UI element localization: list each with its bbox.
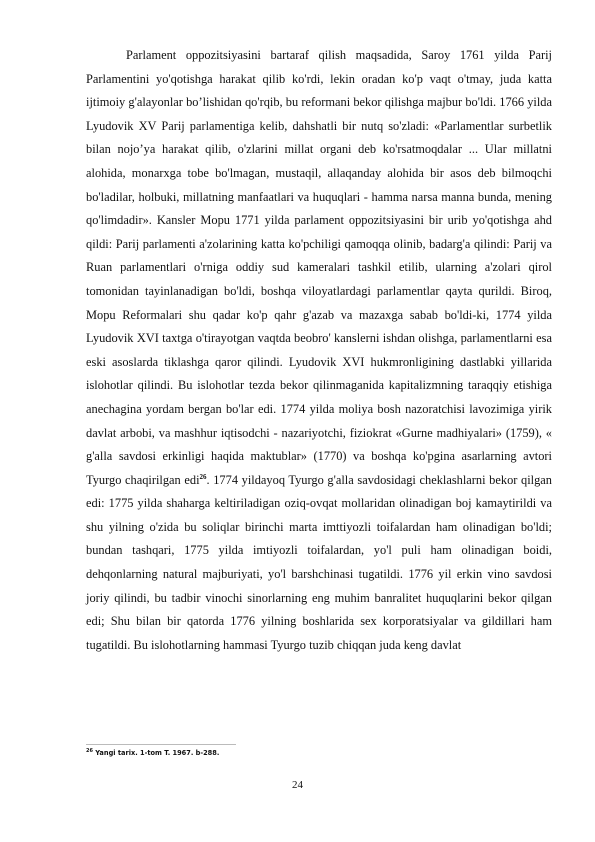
body-text-part-2: . 1774 yildayoq Tyurgo g'alla savdosidagi cheklashlarni bekor qilgan edi: 1775 yilda shaharga keltiriladigan oziq-ovqat mollaridan olinadigan boj kamaytirildi va shu yilning o'zida bu soliqlar birinchi marta imttiyozli toifalardan ham olinadigan bo'ldi; bundan tashqari, 1775 yilda imtiyozli toifalardan, yo'l puli ham olinadigan boidi, dehqonlarning natural majburiyati, yo'l barshchinasi tugatildi. 1776 yil erkin vino savdosi joriy qilindi, bu tadbir vinochi sinorlarning eng muhim banralitet huquqlarini bekor qilgan edi; Shu bilan bir qatorda 1776 yilning boshlarida sex korporatsiyalar va gildillari ham tugatildi. Bu islohotlarning hammasi Tyurgo tuzib chiqqan juda keng davlat (86, 472, 552, 652)
footnote-number: 26 (86, 747, 93, 754)
footnote-reference[interactable]: 26 (199, 472, 207, 481)
footnote-text: Yangi tarix. 1-tom T. 1967. b-288. (92, 749, 220, 757)
body-text-part-1: Parlament oppozitsiyasini bartaraf qilish maqsadida, Saroy 1761 yilda Parij Parlamentini yo'qotishga harakat qilib ko'rdi, lekin oradan ko'p vaqt o'tmay, juda katta ijtimoiy g'alayonlar bo’lishidan qo'rqib, bu reformani bekor qilishga majbur bo'ldi. 1766 yilda Lyudovik XV Parij parlamentiga kelib, dahshatli bir nutq so'zladi: «Parlamentlar surbetlik bilan nojo’ya harakat qilib, o'zlarini millat organi deb ko'rsatmoqdalar ... Ular millatni alohida, monarxga tobe bo'lmagan, mustaqil, allaqanday alohida bir asos deb bilmoqchi bo'ladilar, holbuki, millatning manfaatlari va huquqlari - hamma narsa manna bunda, mening qo'limdadir». Kansler Mopu 1771 yilda parlament oppozitsiyasini bir urib yo'qotishga ahd qildi: Parij parlamenti a'zolarining katta ko'pchiligi qamoqqa olinib, badarg'a qilindi: Parij va Ruan parlamentlari o'rniga oddiy sud kameralari tashkil etilib, ularning a'zolari qirol tomonidan tayinlanadigan bo'ldi, boshqa viloyatlardagi parlamentlar qayta qurildi. Biroq, Mopu Reformalari shu qadar ko'p qahr g'azab va mazaxga sabab bo'ldi-ki, 1774 yilda Lyudovik XVI taxtga o'tirayotgan vaqtda beobro' kanslerni ishdan olishga, parlamentlarni esa eski asoslarda tiklashga qaror qilindi. Lyudovik XVI hukmronligining dastlabki yillarida islohotlar qilindi. Bu islohotlar tezda bekor qilinmaganida kapitalizmning taraqqiy etishiga anechagina yordam bergan bo'lar edi. 1774 yilda moliya bosh nazoratchisi lavozimiga yirik davlat arbobi, va mashhur iqtisodchi - nazariyotchi, fiziokrat «Gurne madhiyalari» (1759), « g'alla savdosi erkinligi haqida maktublar» (1770) va boshqa ko'pgina asarlarning avtori Tyurgo chaqirilgan edi (86, 48, 552, 487)
body-paragraph (86, 44, 552, 657)
footnote-area (86, 744, 552, 758)
footnote-separator (86, 744, 236, 745)
footnote (86, 748, 552, 758)
page-number: 24 (292, 779, 303, 791)
